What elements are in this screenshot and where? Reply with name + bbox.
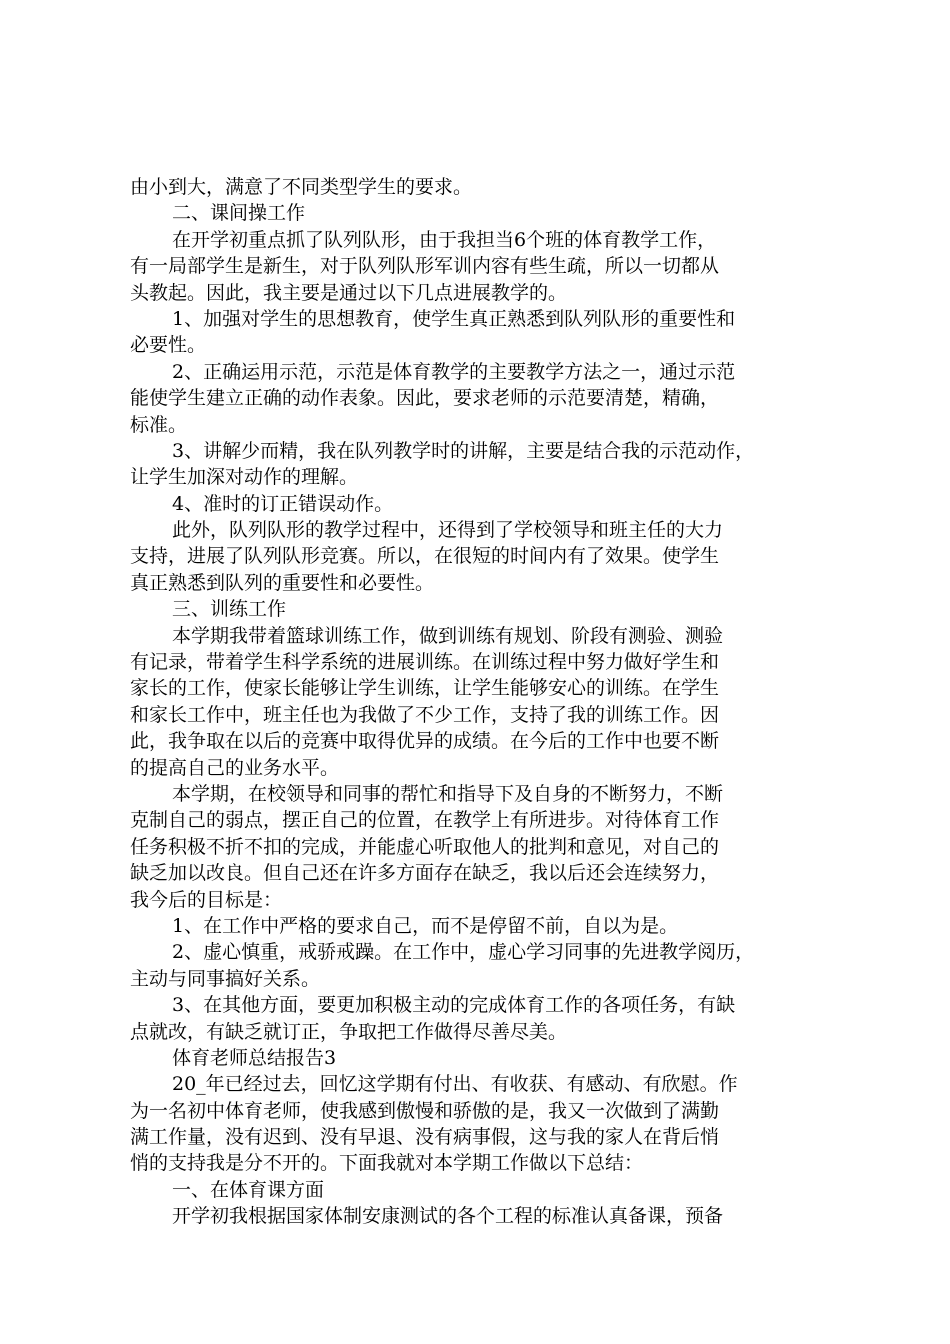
text-line: 开学初我根据国家体制安康测试的各个工程的标准认真备课，预备: [172, 1205, 724, 1228]
text-line: 4、准时的订正错误动作。: [172, 492, 394, 515]
text-line: 二、课间操工作: [172, 202, 306, 225]
text-line: 我今后的目标是：: [130, 888, 283, 911]
text-line: 1、在工作中严格的要求自己，而不是停留不前，自以为是。: [172, 914, 679, 937]
text-line: 2、正确运用示范，示范是体育教学的主要教学方法之一，通过示范: [172, 360, 736, 383]
text-line: 3、讲解少而精，我在队列教学时的讲解，主要是结合我的示范动作，: [172, 439, 755, 462]
text-line: 和家长工作中，班主任也为我做了不少工作，支持了我的训练工作。因: [130, 703, 720, 726]
text-line: 头教起。因此，我主要是通过以下几点进展教学的。: [130, 281, 568, 304]
text-line: 克制自己的弱点，摆正自己的位置，在教学上有所进步。对待体育工作: [130, 809, 720, 832]
text-line: 此，我争取在以后的竞赛中取得优异的成绩。在今后的工作中也要不断: [130, 730, 720, 753]
text-line: 有一局部学生是新生，对于队列队形军训内容有些生疏，所以一切都从: [130, 255, 720, 278]
text-line: 一、在体育课方面: [172, 1178, 325, 1201]
text-line: 缺乏加以改良。但自己还在许多方面存在缺乏，我以后还会连续努力，: [130, 862, 720, 885]
text-line: 三、训练工作: [172, 598, 287, 621]
text-line: 本学期我带着篮球训练工作，做到训练有规划、阶段有测验、测验: [172, 624, 724, 647]
text-line: 支持，进展了队列队形竞赛。所以，在很短的时间内有了效果。使学生: [130, 545, 720, 568]
text-line: 3、在其他方面，要更加积极主动的完成体育工作的各项任务，有缺: [172, 994, 736, 1017]
text-line: 家长的工作，使家长能够让学生训练，让学生能够安心的训练。在学生: [130, 677, 720, 700]
text-line: 本学期，在校领导和同事的帮忙和指导下及自身的不断努力，不断: [172, 782, 724, 805]
text-line: 在开学初重点抓了队列队形，由于我担当6个班的体育教学工作，: [172, 228, 717, 251]
text-line: 此外，队列队形的教学过程中，还得到了学校领导和班主任的大力: [172, 519, 724, 542]
text-line: 任务积极不折不扣的完成，并能虚心听取他人的批判和意见，对自己的: [130, 835, 720, 858]
text-line: 标准。: [130, 413, 188, 436]
text-line: 点就改，有缺乏就订正，争取把工作做得尽善尽美。: [130, 1020, 568, 1043]
text-line: 为一名初中体育老师，使我感到傲慢和骄傲的是，我又一次做到了满勤: [130, 1099, 720, 1122]
text-line: 让学生加深对动作的理解。: [130, 466, 359, 489]
text-line: 真正熟悉到队列的重要性和必要性。: [130, 571, 435, 594]
text-line: 能使学生建立正确的动作表象。因此，要求老师的示范要清楚，精确，: [130, 387, 720, 410]
text-line: 由小到大，满意了不同类型学生的要求。: [130, 176, 473, 198]
document-body: [130, 174, 832, 1230]
text-line: 主动与同事搞好关系。: [130, 967, 321, 990]
text-line: 2、虚心慎重，戒骄戒躁。在工作中，虚心学习同事的先进教学阅历，: [172, 941, 755, 964]
text-line: 1、加强对学生的思想教育，使学生真正熟悉到队列队形的重要性和: [172, 307, 736, 330]
text-line: 满工作量，没有迟到、没有早退、没有病事假，这与我的家人在背后悄: [130, 1126, 720, 1149]
text-line: 悄的支持我是分不开的。下面我就对本学期工作做以下总结：: [130, 1152, 644, 1175]
text-line: 的提高自己的业务水平。: [130, 756, 340, 779]
text-line: 20_年已经过去，回忆这学期有付出、有收获、有感动、有欣慰。作: [172, 1073, 738, 1096]
text-line: 体育老师总结报告3: [172, 1046, 337, 1069]
text-line: 必要性。: [130, 334, 207, 357]
text-line: 有记录，带着学生科学系统的进展训练。在训练过程中努力做好学生和: [130, 651, 720, 674]
